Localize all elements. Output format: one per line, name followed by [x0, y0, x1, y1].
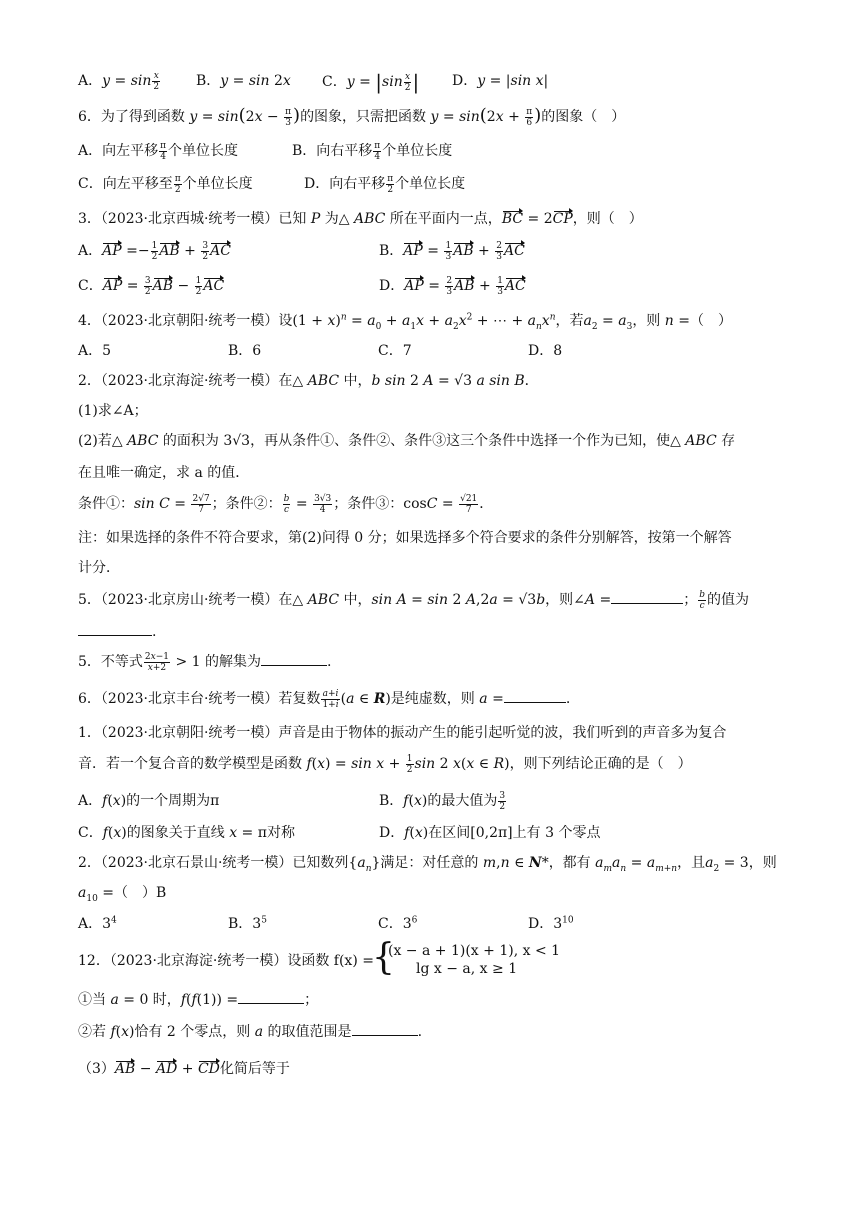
q3-option-d: D．AP = $\frac{2}{3}$ AB + $\frac{1}{3}$ AC [379, 275, 526, 297]
q2-note-line1: 注：如果选择的条件不符合要求，第(2)问得 0 分；如果选择多个符合要求的条件分别解答，按第一个解答 [78, 530, 732, 546]
q4-option-b: B．6 [228, 343, 262, 359]
q1-option-a: A．f(x)的一个周期为π [78, 793, 220, 809]
q4-option-a: A．5 [78, 343, 112, 359]
option-b-line1: B．y = sin 2x [196, 73, 291, 89]
piecewise-case-1: (x − a + 1)(x + 1), x < 1 [388, 943, 561, 959]
q3b-stem: （3）AB − AD + CD化简后等于 [78, 1061, 290, 1077]
q3-option-b: B．AP = $\frac{1}{3}$ AB + $\frac{2}{3}$ AC [379, 240, 525, 262]
q1-option-c: C．f(x)的图象关于直线 x = π对称 [78, 825, 295, 841]
q6-option-d: D．向右平移 $\frac{\pi}{2}$ 个单位长度 [304, 173, 466, 195]
q3-stem: 3．（2023·北京西城·统考一模）已知 P 为△ ABC 所在平面内一点，BC = 2CP，则（ ） [78, 211, 643, 227]
q2-conditions: 条件①：sin C = $\frac{2√7}{7}$ ；条件②： $\frac{b}{c}$ = $\frac{3√3}{4}$ ；条件③：cosC = $\frac{√21}{7}$ ． [78, 493, 494, 515]
q6-option-b: B．向右平移 $\frac{\pi}{4}$ 个单位长度 [292, 140, 453, 162]
q6-stem: 6．为了得到函数 y = sin(2x − $\frac{\pi}{3}$ )的图象，只需把函数 y = sin(2x + $\frac{\pi}{6}$ )的图象（ ） [78, 105, 626, 128]
q2b-option-b: B．$3^5$ [228, 915, 267, 932]
q2b-stem-line2: $a_{10}$ =（ ）B [78, 885, 167, 904]
q4-option-c: C．7 [378, 343, 412, 359]
q6-complex: 6．（2023·北京丰台·统考一模）若复数 $\frac{a+i}{1+i}$ (a ∈ R)是纯虚数，则 a = . [78, 688, 571, 710]
q6-option-c: C．向左平移至 $\frac{\pi}{2}$ 个单位长度 [78, 173, 253, 195]
q5-inequality: 5．不等式 $\frac{2x-1}{x+2}$ > 1 的解集为 . [78, 651, 332, 673]
q3-option-c: C．AP = $\frac{3}{2}$ AB − $\frac{1}{2}$ AC [78, 275, 225, 297]
q5-stem: 5．（2023·北京房山·统考一模）在△ ABC 中，sin A = sin 2 A,2a = √3b，则∠A = ； $\frac{b}{c}$ 的值为 [78, 589, 749, 611]
q2b-stem-line1: 2．（2023·北京石景山·统考一模）已知数列$\{a_n\}$满足：对任意的 m,n ∈ N*，都有 $a_ma_n = a_{m+n}$，且$a_2 = 3$，则 [78, 855, 777, 874]
q3-option-a: A．AP =− $\frac{1}{2}$ AB + $\frac{3}{2}$ AC [78, 240, 231, 262]
q2b-option-c: C．$3^6$ [378, 915, 418, 932]
piecewise-cases [388, 942, 560, 978]
q2-part2-line2: 在且唯一确定，求 a 的值． [78, 465, 250, 481]
q12-part2: ②若 f(x)恰有 2 个零点，则 a 的取值范围是 . [78, 1021, 422, 1041]
q2-note-line2: 计分． [78, 560, 120, 576]
option-c-line1: C．y = |sin $\frac{x}{2}$ | [322, 70, 420, 94]
q2b-option-a: A．$3^4$ [78, 915, 117, 932]
q6-option-a: A．向左平移 $\frac{\pi}{4}$ 个单位长度 [78, 140, 239, 162]
q2-part2-line1: (2)若△ ABC 的面积为 3√3，再从条件①、条件②、条件③这三个条件中选择一个作为已知，使△ ABC 存 [78, 433, 736, 449]
q1-option-d: D．f(x)在区间[0,2π]上有 3 个零点 [379, 825, 601, 841]
q5-blank-line[interactable]: . [78, 621, 156, 640]
q1-stem-line2: 音．若一个复合音的数学模型是函数 f(x) = sin x + $\frac{1}{2}$ sin 2 x(x ∈ R)，则下列结论正确的是（ ） [78, 753, 692, 775]
q2-part1: (1)求∠A； [78, 403, 148, 419]
option-d-line1: D．y = |sin x| [452, 73, 549, 89]
option-a-line1: A．y = sin $\frac{x}{2}$ [78, 70, 160, 92]
q4-stem: 4．（2023·北京朝阳·统考一模）设$(1 + x)^n = a_0 + a_1x + a_2x^2$ + ⋯ + $a_nx^n$，若$a_2 = a_3$，则 n =（ ） [78, 312, 732, 332]
q1-stem-line1: 1．（2023·北京朝阳·统考一模）声音是由于物体的振动产生的能引起听觉的波，我们听到的声音多为复合 [78, 725, 727, 741]
q2-stem: 2．（2023·北京海淀·统考一模）在△ ABC 中，b sin 2 A = √3 a sin B． [78, 373, 539, 389]
q4-option-d: D．8 [528, 343, 563, 359]
piecewise-case-2: lg x − a, x ≥ 1 [416, 961, 518, 977]
q1-option-b: B．f(x)的最大值为 $\frac{3}{2}$ [379, 790, 506, 812]
q2b-option-d: D．$3^{10}$ [528, 915, 574, 932]
q12-part1: ①当 a = 0 时，f(f(1)) = ； [78, 989, 318, 1009]
q12-stem: 12．（2023·北京海淀·统考一模）设函数 f(x) = [78, 953, 374, 969]
piecewise-brace: { [372, 937, 395, 978]
